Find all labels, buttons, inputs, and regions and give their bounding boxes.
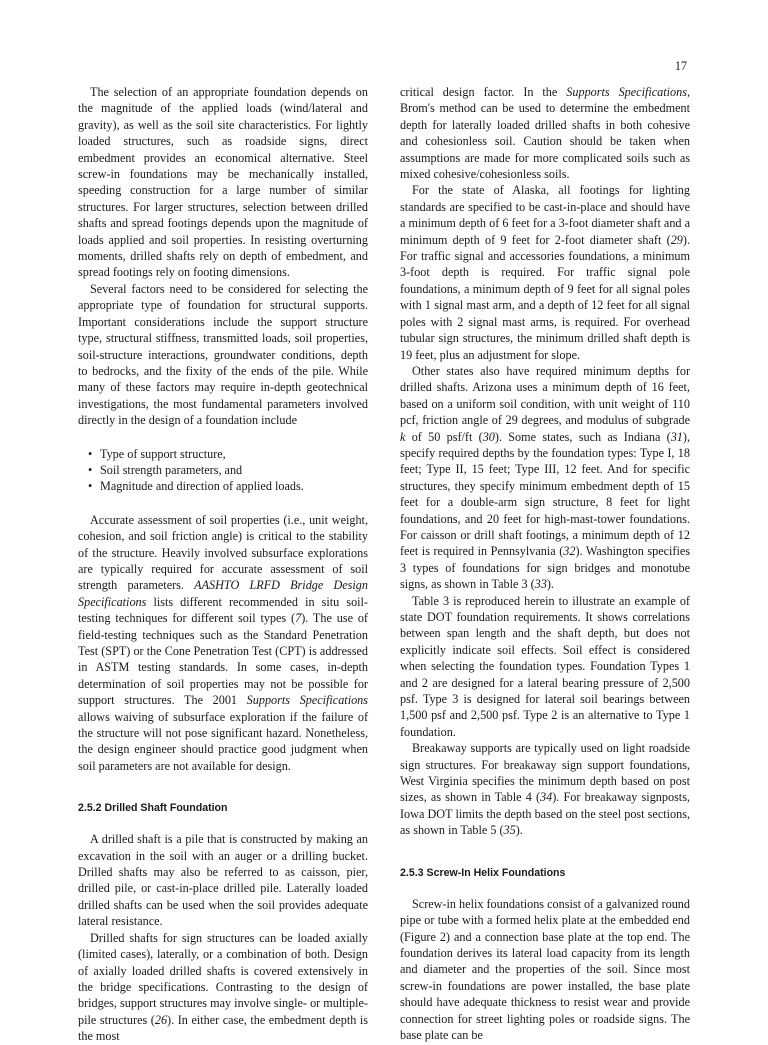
reference-number: 26: [154, 1012, 168, 1027]
text-run: ).: [515, 823, 523, 838]
intro-paragraph-2: Several factors need to be considered for selecting the appropriate type of foundation for structural supports. Important considerations include the support structure type, structural stiffness, transmitted loads, soil properties, soil-structure interactions, groundwater conditions, depth to bedrocks, and the fixity of the ends of the pile. While many of these factors may require in-depth geotechnical investigations, the most fundamental parameters involved directly in the design of a foundation include: [78, 281, 368, 428]
right-column: [400, 84, 690, 1043]
text-run: ). The use of field-testing techniques such as the Standard Penetration Test (SPT) or the Cone Penetration Test (CPT) is addressed in ASTM testing standards. In some cases, in-depth determination of soil properties may not be possible for support structures. The 2001: [78, 611, 368, 708]
text-run: lists different recommended in situ soil-testing techniques for different soil types (: [78, 594, 368, 626]
left-column: [78, 84, 368, 1045]
page-number: 17: [674, 59, 687, 73]
text-run: of 50 psf/ft (: [405, 429, 483, 444]
text-run: Breakaway supports are typically used on light roadside sign structures. For breakaway sign support foundations, West Virginia specifies the minimum depth based on post sizes, as shown in Table 4 (: [400, 741, 690, 805]
text-run: Accurate assessment of soil properties (i.e., unit weight, cohesion, and soil friction angle) is critical to the stability of the structure. Heavily involved subsurface explorations are typically required for accurate assessment of soil strength parameters.: [78, 512, 368, 593]
reference-number: 35: [503, 823, 516, 838]
text-run: For the state of Alaska, all footings for lighting standards are specified to be cast-in-place and should have a minimum depth of 6 feet for a 3-foot diameter shaft and a minimum depth of 9 feet for 2-foot diameter shaft (: [400, 183, 690, 247]
reference-number: 31: [670, 429, 683, 444]
text-run: allows waiving of subsurface exploration if the failure of the structure will not pose significant hazard. Nonetheless, the design engineer should practice good judgment when soil parameters are not available for design.: [78, 709, 368, 773]
citation-title: AASHTO LRFD Bridge Design Specifications: [78, 578, 368, 609]
citation-title: Supports Specifications,: [566, 85, 690, 99]
table-3-paragraph: Table 3 is reproduced herein to illustrate an example of state DOT foundation requirements. It shows correlations between span length and the shaft depth, but does not explicitly indicate soil effects. Soil effect is considered when selecting the foundation types. Foundation Types 1 and 2 are designed for a lateral bearing pressure of 2,500 psf. Type 3 is designed for lateral soil bearings between 1,500 psf and 2,500 psf. Type 2 is an alternative to Type 1 foundation.: [400, 593, 690, 739]
section-heading-2-5-2: 2.5.2 Drilled Shaft Foundation: [78, 802, 228, 815]
other-states-paragraph: [400, 363, 690, 593]
reference-number: 34: [540, 790, 553, 805]
citation-title: Supports Specifications: [246, 693, 369, 708]
reference-number: 29: [670, 232, 683, 247]
text-run: Brom's method can be used to determine the embedment depth for laterally loaded drilled shafts in both cohesive and cohesionless soil. Caution should be taken when assumptions are made for more complicated soils such as mixed cohesive/cohesionless soils.: [400, 101, 690, 182]
breakaway-paragraph: [400, 740, 690, 838]
screw-in-paragraph: Screw-in helix foundations consist of a galvanized round pipe or tube with a formed helix plate at the embedded end (Figure 2) and a connection base plate at the top end. The foundation derives its lateral load capacity from its length and diameter and the properties of the soil. Since most screw-in foundations are power installed, the base plate should have adequate thickness to resist wear and provide connection for street lighting poles or roadside signs. The base plate can be: [400, 896, 690, 1042]
soil-properties-paragraph: [78, 512, 368, 775]
section-heading-2-5-3: 2.5.3 Screw-In Helix Foundations: [400, 866, 566, 879]
text-run: ), specify required depths by the foundation types: Type I, 18 feet; Type II, 15 feet; Type III, 12 feet. And for specific structures, they specify minimum embedment depth of 15 feet for a double-arm sign structure, 8 feet for light foundations, and 20 feet for high-mast-tower foundations. For caisson or drill shaft footings, a minimum depth of 12 feet is required in Pennsylvania (: [400, 429, 690, 559]
list-item: • Type of support structure,: [88, 446, 368, 462]
foundation-parameter-list: [78, 446, 368, 495]
reference-number: 30: [482, 429, 495, 444]
reference-number: 33: [534, 577, 547, 592]
alaska-paragraph: [400, 182, 690, 362]
text-run: ). Washington specifies 3 types of foundations for sign bridges and monotube signs, as shown in Table 3 (: [400, 544, 690, 592]
continued-paragraph: [400, 84, 690, 182]
list-item: • Magnitude and direction of applied loads.: [88, 478, 368, 494]
reference-number: 7: [295, 611, 302, 626]
intro-paragraph-1: The selection of an appropriate foundation depends on the magnitude of the applied loads (wind/lateral and gravity), as well as the soil site characteristics. For lightly loaded structures, such as roadside signs, direct embedment provides an economical alternative. Steel screw-in foundations may be mechanically installed, speeding construction for a large number of similar structures. For larger structures, selection between drilled shafts and spread footings depends upon the magnitude of loads applied and soil properties. In resisting overturning moments, drilled shafts rely on depth of embedment, and spread footings rely on footing dimensions.: [78, 85, 368, 280]
text-run: ).: [546, 577, 554, 592]
variable-symbol: k: [400, 429, 406, 444]
text-run: Other states also have required minimum depths for drilled shafts. Arizona uses a minimum depth of 16 feet, based on a uniform soil condition, with unit weight of 110 pcf, friction angle of 29 degrees, and modulus of subgrade: [400, 363, 690, 428]
text-run: ). For traffic signal and accessories foundations, a minimum 3-foot depth is required. For traffic signal pole foundations, a minimum depth of 9 feet for all signal poles with 1 signal mast arm, and a depth of 12 feet for all signal poles with 2 signal mast arms, is required. For overhead tubular sign structures, the minimum drilled shaft depth is 19 feet, plus an adjustment for slope.: [400, 232, 690, 362]
drilled-shaft-paragraph-1: A drilled shaft is a pile that is constructed by making an excavation in the soil with an auger or a drilling bucket. Drilled shafts may also be referred to as caisson, pier, drilled pile, or cast-in-place drilled pile. Laterally loaded drilled shafts can be used when the soil provides adequate lateral resistance.: [78, 832, 368, 929]
text-run: ). For breakaway signposts, Iowa DOT limits the depth based on the steel post sections, as shown in Table 5 (: [400, 790, 690, 838]
list-item: • Soil strength parameters, and: [88, 462, 368, 478]
text-run: critical design factor. In the: [400, 85, 567, 99]
reference-number: 32: [563, 544, 576, 559]
text-run: ). In either case, the embedment depth is the most: [78, 1012, 368, 1044]
text-run: Drilled shafts for sign structures can be loaded axially (limited cases), laterally, or a combination of both. Design of axially loaded drilled shafts is covered extensively in the bridge specifications. Contrasting to the design of bridges, support structures may involve single- or multiple-pile structures (: [78, 930, 368, 1027]
drilled-shaft-paragraph-2: [78, 930, 368, 1045]
text-run: ). Some states, such as Indiana (: [494, 429, 671, 444]
